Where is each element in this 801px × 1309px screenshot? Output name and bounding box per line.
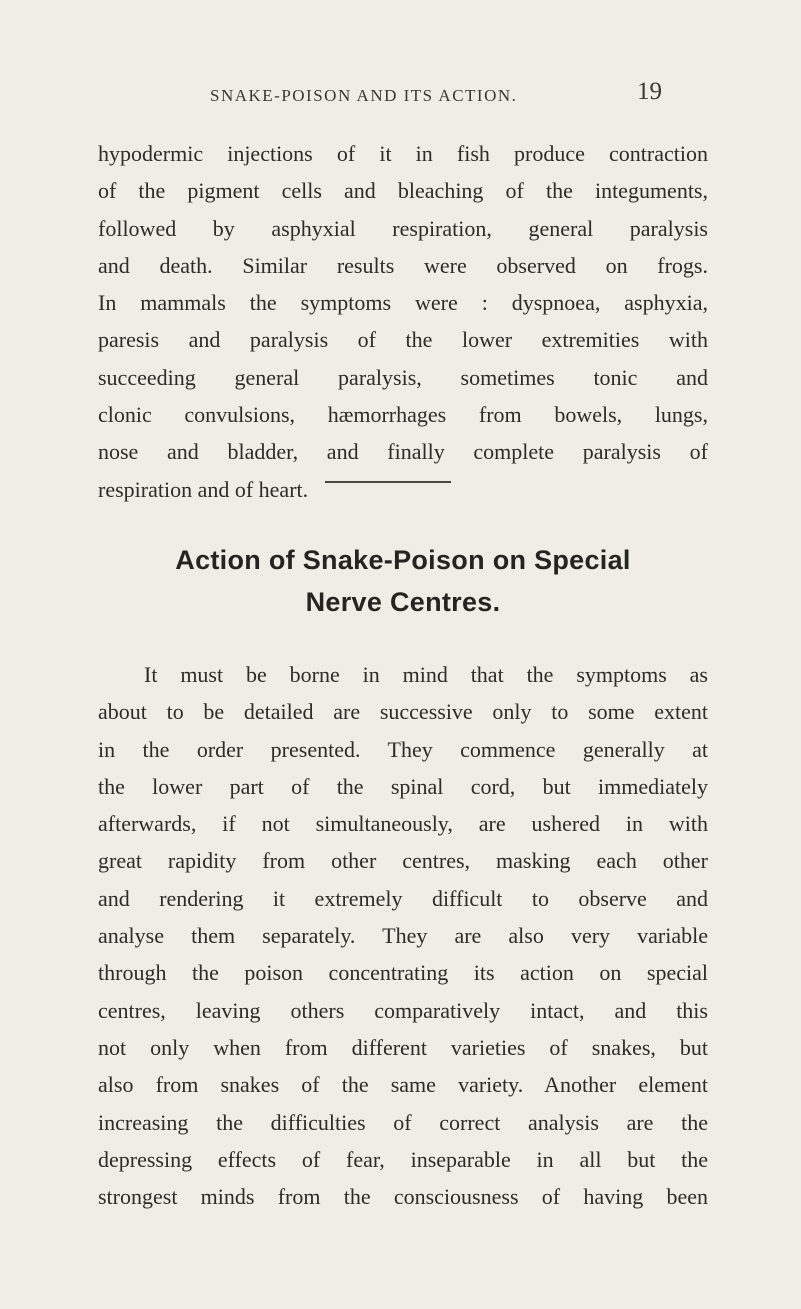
text-line: analyse them separately. They are also very variable	[98, 923, 708, 949]
text-line: and rendering it extremely difficult to observe and	[98, 885, 708, 911]
text-line: great rapidity from other centres, masking each other	[98, 848, 708, 874]
text-line: through the poison concentrating its action on special	[98, 960, 708, 986]
text-line: respiration and of heart.	[98, 476, 309, 502]
text-line: In mammals the symptoms were : dyspnoea, asphyxia,	[98, 290, 708, 316]
text-line: followed by asphyxial respiration, general paralysis	[98, 215, 708, 241]
text-line: increasing the difficulties of correct analysis are the	[98, 1109, 708, 1135]
running-header: SNAKE-POISON AND ITS ACTION.	[210, 86, 518, 105]
text-line: paresis and paralysis of the lower extremities with	[98, 327, 708, 353]
text-line: centres, leaving others comparatively intact, and this	[98, 997, 708, 1023]
section-divider-rule	[325, 481, 451, 483]
paragraph-1	[98, 135, 708, 508]
text-line: the lower part of the spinal cord, but immediately	[98, 773, 708, 799]
text-line: nose and bladder, and finally complete paralysis of	[98, 439, 708, 465]
text-line: succeeding general paralysis, sometimes tonic and	[98, 364, 708, 390]
section-heading-line-2: Nerve Centres.	[305, 587, 501, 617]
text-line: not only when from different varieties of snakes, but	[98, 1034, 708, 1060]
text-line: also from snakes of the same variety. Another element	[98, 1072, 708, 1098]
text-line: hypodermic injections of it in fish produce contraction	[98, 141, 708, 166]
text-line: clonic convulsions, hæmorrhages from bowels, lungs,	[98, 402, 708, 428]
text-line: It must be borne in mind that the symptoms as	[144, 662, 708, 687]
text-line: of the pigment cells and bleaching of the integuments,	[98, 178, 708, 204]
text-line: depressing effects of fear, inseparable in all but the	[98, 1146, 708, 1172]
text-line: in the order presented. They commence generally at	[98, 736, 708, 762]
text-line: afterwards, if not simultaneously, are ushered in with	[98, 811, 708, 837]
text-line: strongest minds from the consciousness of having been	[98, 1184, 708, 1210]
text-line: about to be detailed are successive only to some extent	[98, 699, 708, 725]
text-line: and death. Similar results were observed on frogs.	[98, 252, 708, 278]
section-heading-line-1: Action of Snake-Poison on Special	[175, 545, 631, 575]
page-number: 19	[637, 78, 662, 105]
paragraph-2	[98, 656, 708, 1215]
section-heading	[98, 540, 708, 622]
